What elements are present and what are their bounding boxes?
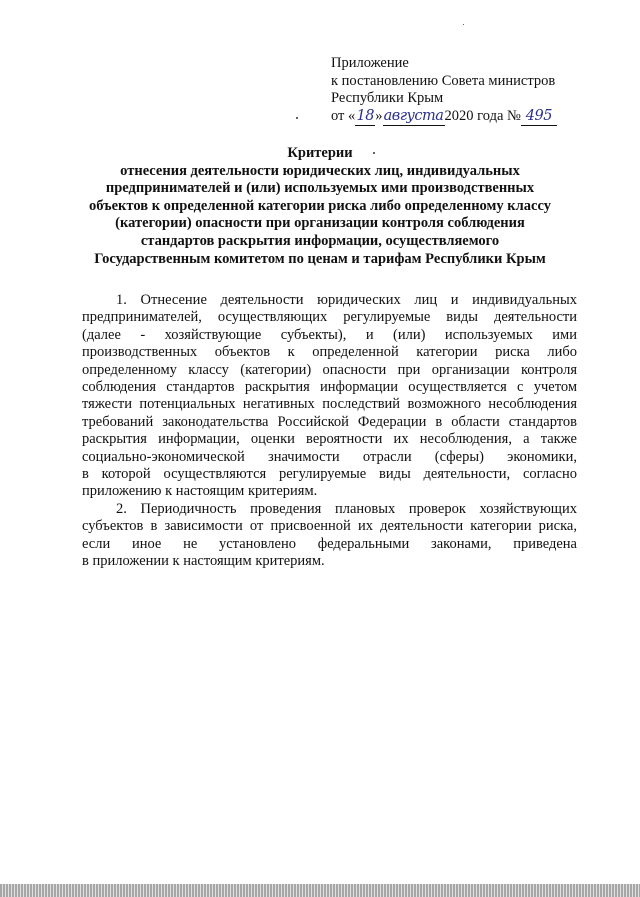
- paragraph-line: определенному классу (категории) опасности при организации контроля: [82, 361, 577, 378]
- paragraph-line: 2. Периодичность проведения плановых проверок хозяйствующих: [116, 500, 577, 517]
- paragraph-line: в которой осуществляются регулируемые виды деятельности, согласно: [82, 466, 577, 483]
- date-quote: »: [375, 107, 383, 124]
- paragraph-line: соблюдения стандартов раскрытия информации осуществляется с учетом: [82, 379, 577, 396]
- decree-number: 495: [521, 108, 557, 127]
- scan-speck: [463, 24, 464, 25]
- scan-speck: [373, 152, 375, 154]
- paragraph-line: социально-экономической значимости отрасли (сферы) экономики,: [82, 448, 577, 465]
- title-line: объектов к определенной категории риска либо определенному классу: [89, 197, 551, 214]
- appendix-date-line: [331, 108, 611, 127]
- scan-speck: [296, 117, 298, 119]
- paragraph-line: приложению к настоящим критериям.: [82, 483, 318, 500]
- document-title: [60, 145, 580, 268]
- title-heading: Критерии: [287, 145, 353, 161]
- title-line: отнесения деятельности юридических лиц, индивидуальных: [120, 162, 520, 179]
- paragraph-1: [82, 292, 577, 501]
- paragraph-line: 1. Отнесение деятельности юридических лиц и индивидуальных: [116, 292, 577, 308]
- paragraph-line: в приложении к настоящим критериям.: [82, 553, 325, 570]
- document-body: [82, 292, 577, 571]
- appendix-label: Приложение: [331, 55, 409, 71]
- paragraph-line: тяжести потенциальных негативных последствий возможного несоблюдения: [82, 396, 577, 413]
- paragraph-line: предпринимателей, осуществляющих регулируемые виды деятельности: [82, 309, 577, 326]
- title-line: Государственным комитетом по ценам и тарифам Республики Крым: [94, 250, 546, 267]
- title-line: стандартов раскрытия информации, осуществляемого: [140, 232, 500, 249]
- paragraph-line: производственных объектов к определенной категории риска либо: [82, 344, 577, 361]
- date-year: 2020 года №: [444, 107, 521, 124]
- paragraph-line: (далее - хозяйствующие субъекты), и (или) используемых ими: [82, 326, 577, 343]
- paragraph-line: если иное не установлено федеральными законами, приведена: [82, 535, 577, 552]
- date-month: августа: [383, 108, 445, 127]
- appendix-decree-ref: к постановлению Совета министров: [331, 72, 556, 89]
- appendix-header: [331, 55, 611, 126]
- date-day: 18: [355, 108, 375, 127]
- paragraph-line: субъектов в зависимости от присвоенной их деятельности категории риска,: [82, 518, 577, 535]
- date-prefix: от «: [331, 107, 356, 124]
- scan-bottom-edge: [0, 884, 640, 897]
- title-line: (категории) опасности при организации контроля соблюдения: [115, 215, 525, 232]
- paragraph-line: раскрытия информации, оценки вероятности их несоблюдения, а также: [82, 431, 577, 448]
- paragraph-line: требований законодательства Российской Федерации в области стандартов: [82, 413, 577, 430]
- title-line: предпринимателей и (или) используемых ими производственных: [105, 180, 535, 197]
- appendix-republic: Республики Крым: [331, 90, 444, 106]
- paragraph-2: [82, 501, 577, 571]
